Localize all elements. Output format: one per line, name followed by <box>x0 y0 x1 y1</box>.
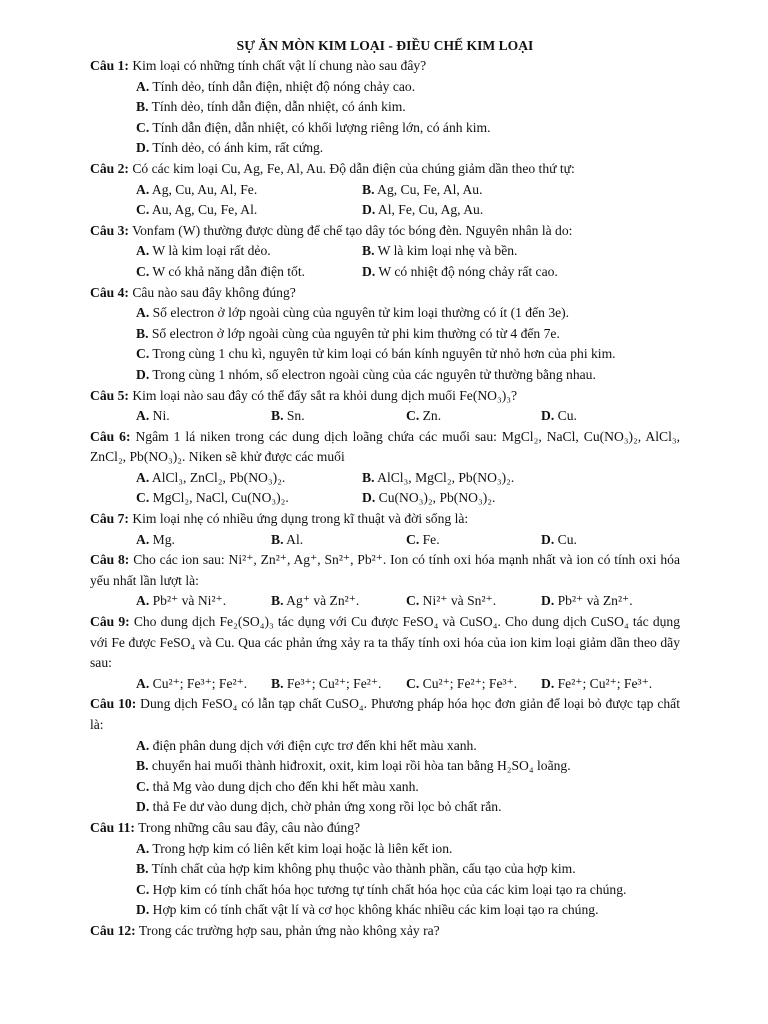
answer-option-c <box>406 530 541 551</box>
option-text: Al, Fe, Cu, Ag, Au. <box>377 202 484 218</box>
option-text: Cu²⁺; Fe²⁺; Fe³⁺. <box>422 675 518 691</box>
option-text: Tính dẻo, tính dẫn điện, nhiệt độ nóng chảy cao. <box>152 78 416 94</box>
answer-option-c <box>90 880 680 901</box>
answer-option-a <box>136 530 271 551</box>
option-text: Pb²⁺ và Ni²⁺. <box>152 593 227 609</box>
answer-option-d <box>90 797 680 818</box>
option-text: Ag, Cu, Fe, Al, Au. <box>377 181 483 197</box>
question-label: Câu 8: <box>90 552 130 568</box>
question-text: Trong những câu sau đây, câu nào đúng? <box>138 819 361 835</box>
option-text: Fe³⁺; Cu²⁺; Fe²⁺. <box>286 675 382 691</box>
question-list <box>90 56 680 942</box>
option-letter: A. <box>136 840 150 856</box>
option-letter: D. <box>541 408 555 424</box>
option-letter: A. <box>136 181 150 197</box>
question-text: Trong các trường hợp sau, phản ứng nào không xảy ra? <box>138 922 440 938</box>
option-text: Tính chất của hợp kim không phụ thuộc vào thành phần, cấu tạo của hợp kim. <box>151 861 576 877</box>
question-stem <box>90 612 680 674</box>
question-label: Câu 7: <box>90 511 129 527</box>
answer-option-a <box>136 468 362 489</box>
answer-option-a <box>136 674 271 695</box>
answer-option-d <box>541 674 676 695</box>
question-label: Câu 12: <box>90 922 136 938</box>
answer-option-d <box>541 530 676 551</box>
question-8 <box>90 550 680 612</box>
question-text: Cho dung dịch Fe₂(SO₄)₃ tác dụng với Cu được FeSO₄ và CuSO₄. Cho dung dịch CuSO₄ tác dụng với Fe được FeSO₄ và Cu. Qua các phản ứng xảy ra ta thấy tính oxi hóa của ion kim loại giảm dần theo dãy sau: <box>90 614 681 671</box>
question-12 <box>90 921 680 942</box>
option-letter: B. <box>271 408 284 424</box>
option-letter: A. <box>136 737 150 753</box>
option-letter: A. <box>136 78 150 94</box>
question-label: Câu 9: <box>90 614 130 630</box>
answer-option-b <box>90 859 680 880</box>
option-letter: D. <box>136 799 150 815</box>
question-4 <box>90 283 680 386</box>
option-text: Tính dẻo, tính dẫn điện, dẫn nhiệt, có ánh kim. <box>151 99 406 115</box>
answer-option-b <box>271 406 406 427</box>
answer-option-b <box>90 756 680 777</box>
option-letter: C. <box>406 593 420 609</box>
option-text: W có nhiệt độ nóng chảy rất cao. <box>378 263 558 279</box>
option-text: AlCl₃, MgCl₂, Pb(NO₃)₂. <box>377 469 515 485</box>
option-text: Al. <box>286 531 304 547</box>
option-letter: B. <box>271 675 284 691</box>
answer-row <box>90 406 680 427</box>
answer-option-c <box>136 488 362 509</box>
option-letter: C. <box>136 202 150 218</box>
option-text: Trong cùng 1 chu kì, nguyên tử kim loại có bán kính nguyên tử nhỏ hơn của phi kim. <box>152 346 616 362</box>
option-text: Au, Ag, Cu, Fe, Al. <box>151 202 258 218</box>
question-text: Có các kim loại Cu, Ag, Fe, Al, Au. Độ dẫn điện của chúng giảm dần theo thứ tự: <box>132 160 575 176</box>
option-letter: C. <box>136 881 150 897</box>
answer-row <box>90 674 680 695</box>
question-stem <box>90 283 680 304</box>
question-10 <box>90 694 680 818</box>
answer-option-b <box>271 591 406 612</box>
question-stem <box>90 386 680 407</box>
option-letter: B. <box>362 469 375 485</box>
answer-option-b <box>90 324 680 345</box>
question-11 <box>90 818 680 921</box>
answer-option-b <box>90 97 680 118</box>
question-5 <box>90 386 680 427</box>
option-text: Ni²⁺ và Sn²⁺. <box>422 593 497 609</box>
answer-row <box>90 530 680 551</box>
option-letter: C. <box>136 263 150 279</box>
question-label: Câu 2: <box>90 160 129 176</box>
question-6 <box>90 427 680 509</box>
option-text: Cu. <box>557 408 577 424</box>
option-letter: A. <box>136 469 150 485</box>
option-text: Pb²⁺ và Zn²⁺. <box>557 593 633 609</box>
option-text: Số electron ở lớp ngoài cùng của nguyên tử kim loại thường có ít (1 đến 3e). <box>152 305 570 321</box>
question-stem <box>90 818 680 839</box>
option-text: Cu²⁺; Fe³⁺; Fe²⁺. <box>152 675 248 691</box>
option-letter: D. <box>541 675 555 691</box>
answer-option-d <box>90 138 680 159</box>
option-letter: B. <box>271 531 284 547</box>
answer-option-d <box>362 200 588 221</box>
question-stem <box>90 427 680 468</box>
question-7 <box>90 509 680 550</box>
answer-option-c <box>90 344 680 365</box>
option-letter: B. <box>136 99 149 115</box>
option-text: Ag⁺ và Zn²⁺. <box>286 593 360 609</box>
option-text: W là kim loại rất dẻo. <box>152 243 271 259</box>
option-text: Cu(NO₃)₂, Pb(NO₃)₂. <box>378 490 496 506</box>
option-letter: D. <box>362 263 376 279</box>
question-stem <box>90 509 680 530</box>
option-letter: C. <box>406 675 420 691</box>
option-letter: B. <box>362 181 375 197</box>
question-text: Ngâm 1 lá niken trong các dung dịch loãng chứa các muối sau: MgCl₂, NaCl, Cu(NO₃)₂, AlCl₃, ZnCl₂, Pb(NO₃)₂. Niken sẽ khử được các muối <box>90 428 680 465</box>
answer-option-d <box>90 900 680 921</box>
question-stem <box>90 694 680 735</box>
answer-option-a <box>90 839 680 860</box>
question-label: Câu 4: <box>90 284 129 300</box>
question-label: Câu 11: <box>90 819 135 835</box>
option-letter: B. <box>136 325 149 341</box>
option-text: điện phân dung dịch với điện cực trơ đến khi hết màu xanh. <box>152 737 477 753</box>
option-letter: A. <box>136 675 150 691</box>
answer-row <box>90 468 680 489</box>
option-text: Ag, Cu, Au, Al, Fe. <box>151 181 258 197</box>
option-letter: C. <box>136 490 150 506</box>
answer-option-b <box>362 241 588 262</box>
question-label: Câu 10: <box>90 696 137 712</box>
option-text: thả Fe dư vào dung dịch, chờ phản ứng xong rồi lọc bỏ chất rắn. <box>152 799 502 815</box>
option-text: Trong cùng 1 nhóm, số electron ngoài cùng của các nguyên tử thường bằng nhau. <box>152 366 596 382</box>
option-letter: D. <box>362 490 376 506</box>
option-text: Trong hợp kim có liên kết kim loại hoặc là liên kết ion. <box>152 840 453 856</box>
option-text: Sn. <box>286 408 305 424</box>
option-text: W có khả năng dẫn điện tốt. <box>152 263 306 279</box>
option-text: thả Mg vào dung dịch cho đến khi hết màu xanh. <box>152 778 419 794</box>
option-text: Zn. <box>422 408 442 424</box>
question-label: Câu 3: <box>90 222 129 238</box>
option-text: chuyển hai muối thành hiđroxit, oxit, kim loại rồi hòa tan bằng H₂SO₄ loãng. <box>151 758 571 774</box>
answer-option-b <box>271 674 406 695</box>
question-text: Kim loại có những tính chất vật lí chung nào sau đây? <box>132 58 427 73</box>
option-letter: B. <box>136 861 149 877</box>
option-text: Hợp kim có tính chất hóa học tương tự tính chất hóa học của các kim loại tạo ra chúng. <box>152 881 627 897</box>
option-letter: C. <box>136 778 150 794</box>
option-text: W là kim loại nhẹ và bền. <box>377 243 518 259</box>
option-text: MgCl₂, NaCl, Cu(NO₃)₂. <box>152 490 289 506</box>
option-letter: A. <box>136 531 150 547</box>
answer-option-d <box>90 365 680 386</box>
option-letter: A. <box>136 243 150 259</box>
question-stem <box>90 56 680 77</box>
question-text: Kim loại nhẹ có nhiều ứng dụng trong kĩ thuật và đời sống là: <box>132 511 469 527</box>
question-stem <box>90 221 680 242</box>
answer-option-b <box>362 180 588 201</box>
option-letter: C. <box>136 119 150 135</box>
option-text: Mg. <box>152 531 175 547</box>
option-letter: B. <box>271 593 284 609</box>
answer-option-a <box>90 736 680 757</box>
answer-option-d <box>541 406 676 427</box>
question-stem <box>90 921 680 942</box>
option-letter: A. <box>136 593 150 609</box>
answer-option-b <box>362 468 588 489</box>
answer-option-c <box>406 406 541 427</box>
question-label: Câu 6: <box>90 428 131 444</box>
option-letter: C. <box>406 531 420 547</box>
question-2 <box>90 159 680 221</box>
question-1 <box>90 56 680 159</box>
answer-row <box>90 241 680 262</box>
option-text: Hợp kim có tính chất vật lí và cơ học không khác nhiều các kim loại tạo ra chúng. <box>152 902 599 918</box>
question-9 <box>90 612 680 694</box>
answer-option-a <box>136 591 271 612</box>
option-text: Số electron ở lớp ngoài cùng của nguyên tử phi kim thường có từ 4 đến 7e. <box>151 325 560 341</box>
option-letter: C. <box>136 346 150 362</box>
question-text: Câu nào sau đây không đúng? <box>132 284 296 300</box>
answer-option-d <box>362 262 588 283</box>
option-letter: D. <box>541 531 555 547</box>
option-text: Ni. <box>152 408 170 424</box>
option-text: Fe. <box>422 531 440 547</box>
answer-row <box>90 200 680 221</box>
option-letter: A. <box>136 408 150 424</box>
option-letter: D. <box>136 366 150 382</box>
question-stem <box>90 550 680 591</box>
option-text: Tính dẻo, có ánh kim, rất cứng. <box>152 140 324 156</box>
answer-option-c <box>406 674 541 695</box>
question-text: Dung dịch FeSO₄ có lẫn tạp chất CuSO₄. Phương pháp hóa học đơn giản để loại bỏ được tạp chất là: <box>90 696 680 732</box>
answer-option-c <box>136 262 362 283</box>
answer-row <box>90 488 680 509</box>
answer-option-c <box>90 118 680 139</box>
question-3 <box>90 221 680 283</box>
answer-row <box>90 180 680 201</box>
option-text: Cu. <box>557 531 577 547</box>
question-stem <box>90 159 680 180</box>
answer-option-d <box>541 591 676 612</box>
answer-option-c <box>136 200 362 221</box>
answer-option-a <box>90 77 680 98</box>
question-label: Câu 1: <box>90 58 129 73</box>
answer-option-c <box>406 591 541 612</box>
answer-option-b <box>271 530 406 551</box>
option-letter: D. <box>362 202 376 218</box>
question-text: Kim loại nào sau đây có thể đẩy sắt ra khỏi dung dịch muối Fe(NO₃)₃? <box>132 387 518 403</box>
answer-row <box>90 591 680 612</box>
option-letter: A. <box>136 305 150 321</box>
answer-option-a <box>136 406 271 427</box>
page-title: SỰ ĂN MÒN KIM LOẠI - ĐIỀU CHẾ KIM LOẠI <box>236 38 534 53</box>
option-letter: D. <box>541 593 555 609</box>
question-text: Cho các ion sau: Ni²⁺, Zn²⁺, Ag⁺, Sn²⁺, Pb²⁺. Ion có tính oxi hóa mạnh nhất và ion có tính oxi hóa yếu nhất lần lượt là: <box>90 552 681 588</box>
answer-option-c <box>90 777 680 798</box>
option-letter: B. <box>362 243 375 259</box>
option-letter: D. <box>136 140 150 156</box>
option-text: Tính dẫn điện, dẫn nhiệt, có khối lượng riêng lớn, có ánh kim. <box>152 119 491 135</box>
question-text: Vonfam (W) thường được dùng để chế tạo dây tóc bóng đèn. Nguyên nhân là do: <box>132 222 573 238</box>
question-label: Câu 5: <box>90 387 129 403</box>
option-letter: B. <box>136 758 149 774</box>
answer-option-a <box>136 241 362 262</box>
answer-option-a <box>136 180 362 201</box>
answer-row <box>90 262 680 283</box>
answer-option-a <box>90 303 680 324</box>
option-letter: C. <box>406 408 420 424</box>
option-text: AlCl₃, ZnCl₂, Pb(NO₃)₂. <box>151 469 286 485</box>
answer-option-d <box>362 488 588 509</box>
option-letter: D. <box>136 902 150 918</box>
option-text: Fe²⁺; Cu²⁺; Fe³⁺. <box>557 675 653 691</box>
